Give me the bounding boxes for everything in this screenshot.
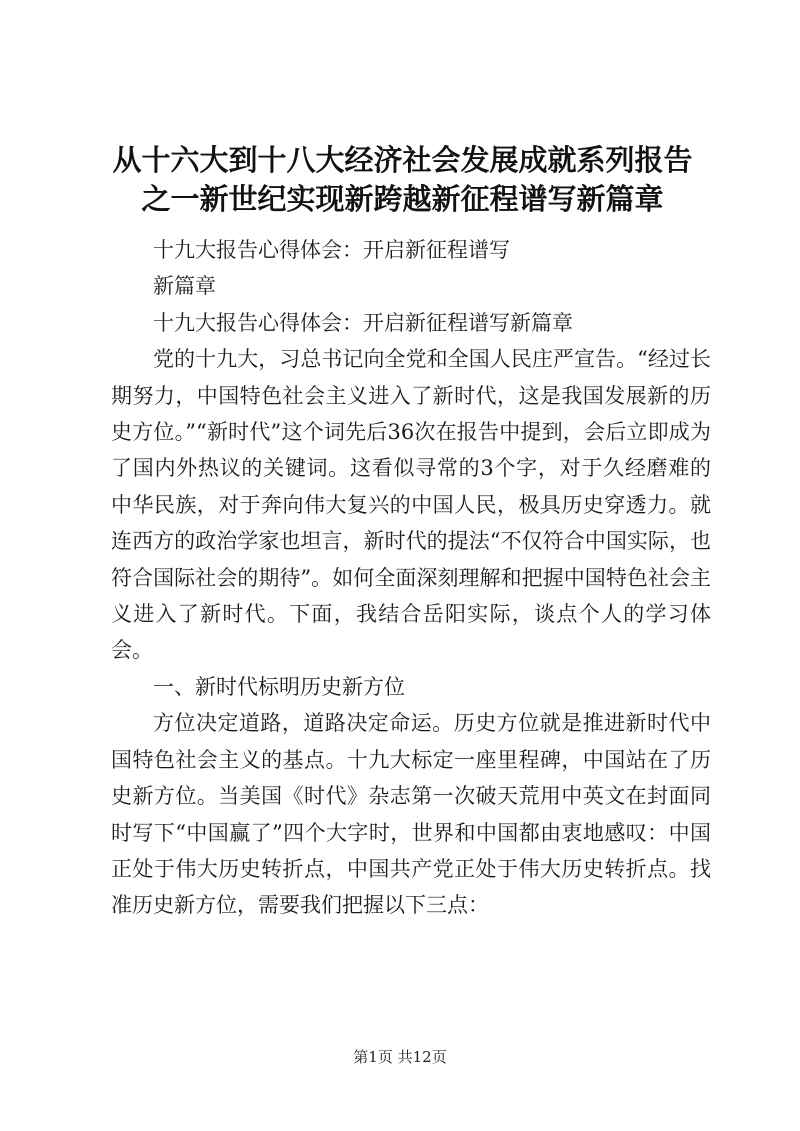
- paragraph-subtitle-line-1: 十九大报告心得体会：开启新征程谱写: [153, 238, 510, 262]
- paragraph-section-1: 方位决定道路，道路决定命运。历史方位就是推进新时代中国特色社会主义的基点。十九大标定一座里程碑，中国站在了历史新方位。当美国《时代》杂志第一次破天荒用中英文在封面同时写下“中国赢了”四个大字时，世界和中国都由衷地感叹：中国正处于伟大历史转折点，中国共产党正处于伟大历史转折点。找准历史新方位，需要我们把握以下三点：: [111, 711, 711, 918]
- document-body: [111, 232, 711, 924]
- document-title: 从十六大到十八大经济社会发展成就系列报告之一新世纪实现新跨越新征程谱写新篇章: [112, 143, 693, 216]
- paragraph-subtitle-line-2: 新篇章: [153, 274, 216, 299]
- page-number-footer: 第1页 共12页: [353, 1048, 447, 1066]
- section-heading-1: 一、新时代标明历史新方位: [153, 674, 405, 699]
- paragraph-heading: 十九大报告心得体会：开启新征程谱写新篇章: [153, 310, 573, 335]
- paragraph-intro: 党的十九大，习总书记向全党和全国人民庄严宣告。“经过长期努力，中国特色社会主义进入了新时代，这是我国发展新的历史方位。”“新时代”这个词先后36次在报告中提到，会后立即成为了国内外热议的关键词。这看似寻常的3个字，对于久经磨难的中华民族，对于奔向伟大复兴的中国人民，极具历史穿透力。就连西方的政治学家也坦言，新时代的提法“不仅符合中国实际，也符合国际社会的期待”。如何全面深刻理解和把握中国特色社会主义进入了新时代。下面，我结合岳阳实际，谈点个人的学习体会。: [111, 347, 711, 663]
